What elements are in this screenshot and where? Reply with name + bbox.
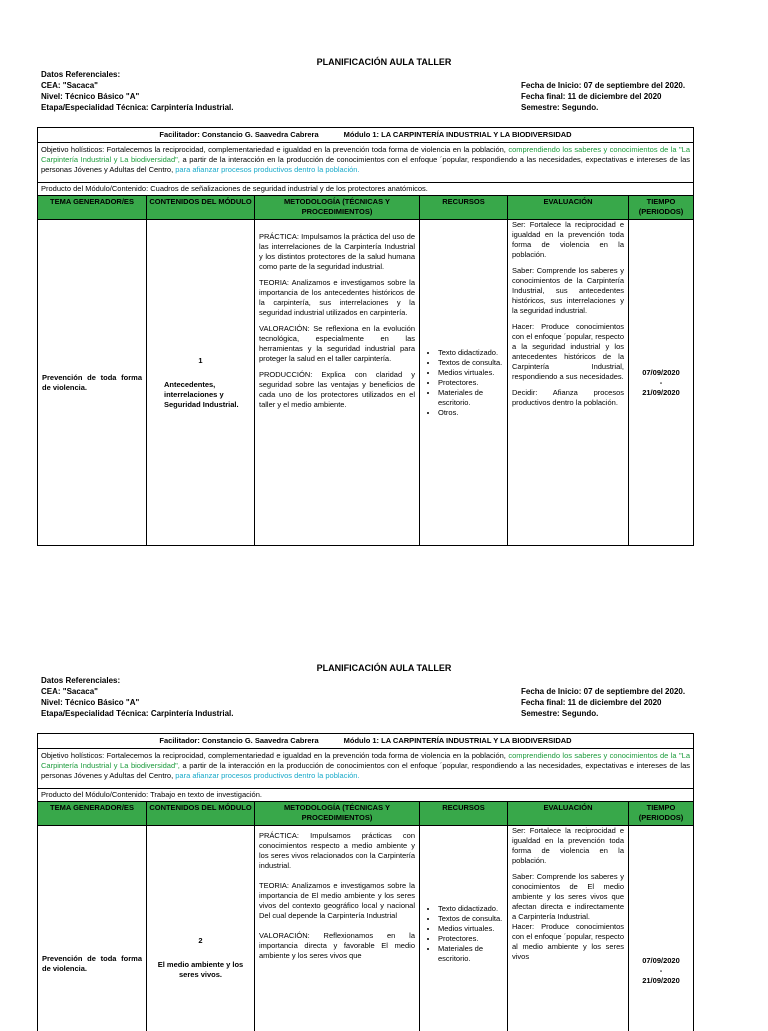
method-practica: PRÁCTICA: Impulsamos la práctica del uso de las interrelaciones de la Carpintería Industrial y los distintos protectores de la salud humana como parte de la seguridad industrial. [259, 232, 415, 271]
module-title: Módulo 1: LA CARPINTERÍA INDUSTRIAL Y LA BIODIVERSIDAD [343, 736, 572, 745]
objective-cyan-text: para afianzar procesos productivos dentro la población. [175, 771, 360, 780]
method-valoracion: VALORACIÓN: Reflexionamos en la importancia directa y favorable El medio ambiente y los seres vivos que [259, 931, 415, 960]
method-teoria: TEORIA: Analizamos e investigamos sobre la importancia de El medio ambiente y los seres vivos del contexto geográfico local y nacional Del cual depende la Carpintería Industrial [259, 881, 415, 920]
date-info [521, 686, 685, 719]
method-valoracion: VALORACIÓN: Se reflexiona en la evolución tecnológica, especialmente en las herramientas y la seguridad industrial para proteger la salud en el taller carpintería. [259, 324, 415, 363]
cell-evaluacion [508, 220, 629, 545]
reference-data [41, 675, 234, 719]
facilitator: Facilitador: Constancio G. Saavedra Cabrera [159, 736, 319, 745]
eval-saber: Saber: Comprende los saberes y conocimientos de la Carpintería Industrial, sus antecedentes históricos, sus interrelaciones y la seguridad industrial. [512, 266, 624, 315]
product-row [38, 789, 693, 802]
time-end: 21/09/2020 [642, 976, 680, 985]
header-recursos: RECURSOS [420, 802, 508, 825]
module-title: Módulo 1: LA CARPINTERÍA INDUSTRIAL Y LA BIODIVERSIDAD [343, 130, 572, 139]
cell-tiempo [629, 220, 693, 545]
refs-cea: CEA: "Sacaca" [41, 81, 98, 90]
cell-metodologia [255, 220, 420, 545]
table-row [38, 220, 693, 545]
objective-green-text: comprendiendo los saberes y conocimientos de la "La Carpintería Industrial y La biodiversidad", [41, 145, 690, 164]
eval-ser: Ser: Fortalece la reciprocidad e igualdad en la prevención toda forma de violencia en la población. [512, 826, 624, 865]
list-item: • Materiales de escritorio. [438, 944, 503, 964]
facilitator-row [38, 734, 693, 749]
objective-text-2: a partir de la interacción en la producción de conocimientos con el enfoque ´popular, respondiendo a las necesidades, expectativas e intereses de las personas Jóvenes y Adultas del Centro, [41, 155, 690, 174]
table-header [38, 802, 693, 826]
planning-table [37, 127, 694, 546]
list-item: • Materiales de escritorio. [438, 388, 503, 408]
time-start: 07/09/2020 [642, 956, 680, 965]
header-evaluacion: EVALUACIÓN [508, 196, 629, 219]
eval-decidir: Decidir: Afianza procesos productivos dentro la población. [512, 388, 624, 407]
planning-table [37, 733, 694, 1031]
list-item: • Otros. [438, 408, 503, 418]
list-item: • Texto didactizado. [438, 904, 503, 914]
reference-data [41, 69, 234, 113]
eval-hacer: Hacer: Produce conocimientos con el enfoque ´popular, respecto al medio ambiente y los seres vivos [512, 922, 624, 961]
time-end: 21/09/2020 [642, 387, 680, 397]
header-recursos: RECURSOS [420, 196, 508, 219]
cell-contenidos [147, 826, 255, 1031]
list-item: • Textos de consulta. [438, 358, 503, 368]
header-tiempo: TIEMPO (PERIODOS) [638, 197, 684, 216]
time-separator: - [659, 377, 663, 387]
eval-saber: Saber: Comprende los saberes y conocimientos de El medio ambiente y los seres vivos que afectan directa e indirectamente a Carpintería Industrial. [512, 872, 624, 921]
header-contenidos: CONTENIDOS DEL MÓDULO [147, 802, 255, 825]
end-date: Fecha final: 11 de diciembre del 2020 [521, 92, 662, 101]
refs-heading: Datos Referenciales: [41, 70, 121, 79]
date-info [521, 80, 685, 113]
header-evaluacion: EVALUACIÓN [508, 802, 629, 825]
tema-text: Prevención de toda forma de violencia. [42, 954, 142, 973]
product-text: Producto del Módulo/Contenido: Cuadros de señalizaciones de seguridad industrial y de los protectores anatómicos. [41, 184, 428, 193]
start-date: Fecha de Inicio: 07 de septiembre del 2020. [521, 81, 686, 90]
resources-list [424, 904, 503, 964]
list-item: • Medios virtuales. [438, 368, 503, 378]
content-text: Antecedentes, interrelaciones y Seguridad Industrial. [164, 379, 239, 409]
content-number: 2 [198, 936, 203, 945]
refs-level: Nivel: Técnico Básico "A" [41, 92, 140, 101]
header-metodologia: METODOLOGÍA (TÉCNICAS Y PROCEDIMIENTOS) [255, 802, 420, 825]
facilitator-row [38, 128, 693, 143]
list-item: • Texto didactizado. [438, 348, 503, 358]
eval-ser: Ser: Fortalece la reciprocidad e igualdad en la prevención toda forma de violencia en la población. [512, 220, 624, 259]
product-row [38, 183, 693, 196]
header-metodologia: METODOLOGÍA (TÉCNICAS Y PROCEDIMIENTOS) [255, 196, 420, 219]
method-produccion: PRODUCCIÓN: Explica con claridad y seguridad sobre las ventajas y beneficios de cada uno de los protectores utilizados en el taller y el medio ambiente. [259, 370, 415, 409]
tema-text: Prevención de toda forma de violencia. [42, 372, 142, 392]
cell-tema [38, 220, 147, 545]
content-number: 1 [198, 355, 203, 365]
eval-hacer: Hacer: Produce conocimientos con el enfoque ´popular, respecto a la seguridad industrial y los antecedentes históricos de la Carpintería Industrial, respondiendo a sus necesidades. [512, 322, 624, 381]
objective-text-2: a partir de la interacción en la producción de conocimientos con el enfoque ´popular, respondiendo a las necesidades, expectativas e intereses de las personas Jóvenes y Adultas del Centro, [41, 761, 690, 780]
refs-level: Nivel: Técnico Básico "A" [41, 698, 140, 707]
content-text: El medio ambiente y los seres vivos. [157, 960, 244, 979]
cell-tiempo [629, 826, 693, 1031]
cell-recursos [420, 826, 508, 1031]
objective-row [38, 143, 693, 183]
cell-tema [38, 826, 147, 1031]
table-header [38, 196, 693, 220]
resources-list [424, 348, 503, 418]
refs-specialty: Etapa/Especialidad Técnica: Carpintería Industrial. [41, 709, 234, 718]
objective-row [38, 749, 693, 789]
method-teoria: TEORIA: Analizamos e investigamos sobre la importancia de los antecedentes históricos de la carpintería, sus interrelaciones y la seguridad industrial utilizados en carpintería. [259, 278, 415, 317]
list-item: • Protectores. [438, 934, 503, 944]
list-item: • Medios virtuales. [438, 924, 503, 934]
header-tema: TEMA GENERADOR/ES [38, 802, 147, 825]
time-separator: - [659, 966, 663, 975]
cell-recursos [420, 220, 508, 545]
semester: Semestre: Segundo. [521, 103, 599, 112]
objective-text: Objetivo holísticos: Fortalecemos la reciprocidad, complementariedad e igualdad en la prevención toda forma de violencia en la población, [41, 145, 506, 154]
header-tiempo: TIEMPO (PERIODOS) [638, 803, 684, 822]
refs-cea: CEA: "Sacaca" [41, 687, 98, 696]
product-text: Producto del Módulo/Contenido: Trabajo en texto de investigación. [41, 790, 262, 799]
method-practica: PRÁCTICA: Impulsamos prácticas con conocimientos respecto a medio ambiente y los seres vivos relacionados con la Carpintería industrial. [259, 831, 415, 870]
page-title: PLANIFICACIÓN AULA TALLER [316, 57, 452, 67]
list-item: • Textos de consulta. [438, 914, 503, 924]
cell-contenidos [147, 220, 255, 545]
objective-text: Objetivo holísticos: Fortalecemos la reciprocidad, complementariedad e igualdad en la prevención toda forma de violencia en la población, [41, 751, 506, 760]
time-start: 07/09/2020 [642, 367, 680, 377]
objective-green-text: comprendiendo los saberes y conocimientos de la "La Carpintería Industrial y La biodiversidad", [41, 751, 690, 770]
objective-cyan-text: para afianzar procesos productivos dentro la población. [175, 165, 360, 174]
table-row [38, 826, 693, 1031]
header-tema: TEMA GENERADOR/ES [38, 196, 147, 219]
start-date: Fecha de Inicio: 07 de septiembre del 2020. [521, 687, 686, 696]
cell-evaluacion [508, 826, 629, 1031]
facilitator: Facilitador: Constancio G. Saavedra Cabrera [159, 130, 319, 139]
semester: Semestre: Segundo. [521, 709, 599, 718]
end-date: Fecha final: 11 de diciembre del 2020 [521, 698, 662, 707]
cell-metodologia [255, 826, 420, 1031]
header-contenidos: CONTENIDOS DEL MÓDULO [147, 196, 255, 219]
page-title: PLANIFICACIÓN AULA TALLER [316, 663, 452, 673]
refs-specialty: Etapa/Especialidad Técnica: Carpintería Industrial. [41, 103, 234, 112]
refs-heading: Datos Referenciales: [41, 676, 121, 685]
list-item: • Protectores. [438, 378, 503, 388]
